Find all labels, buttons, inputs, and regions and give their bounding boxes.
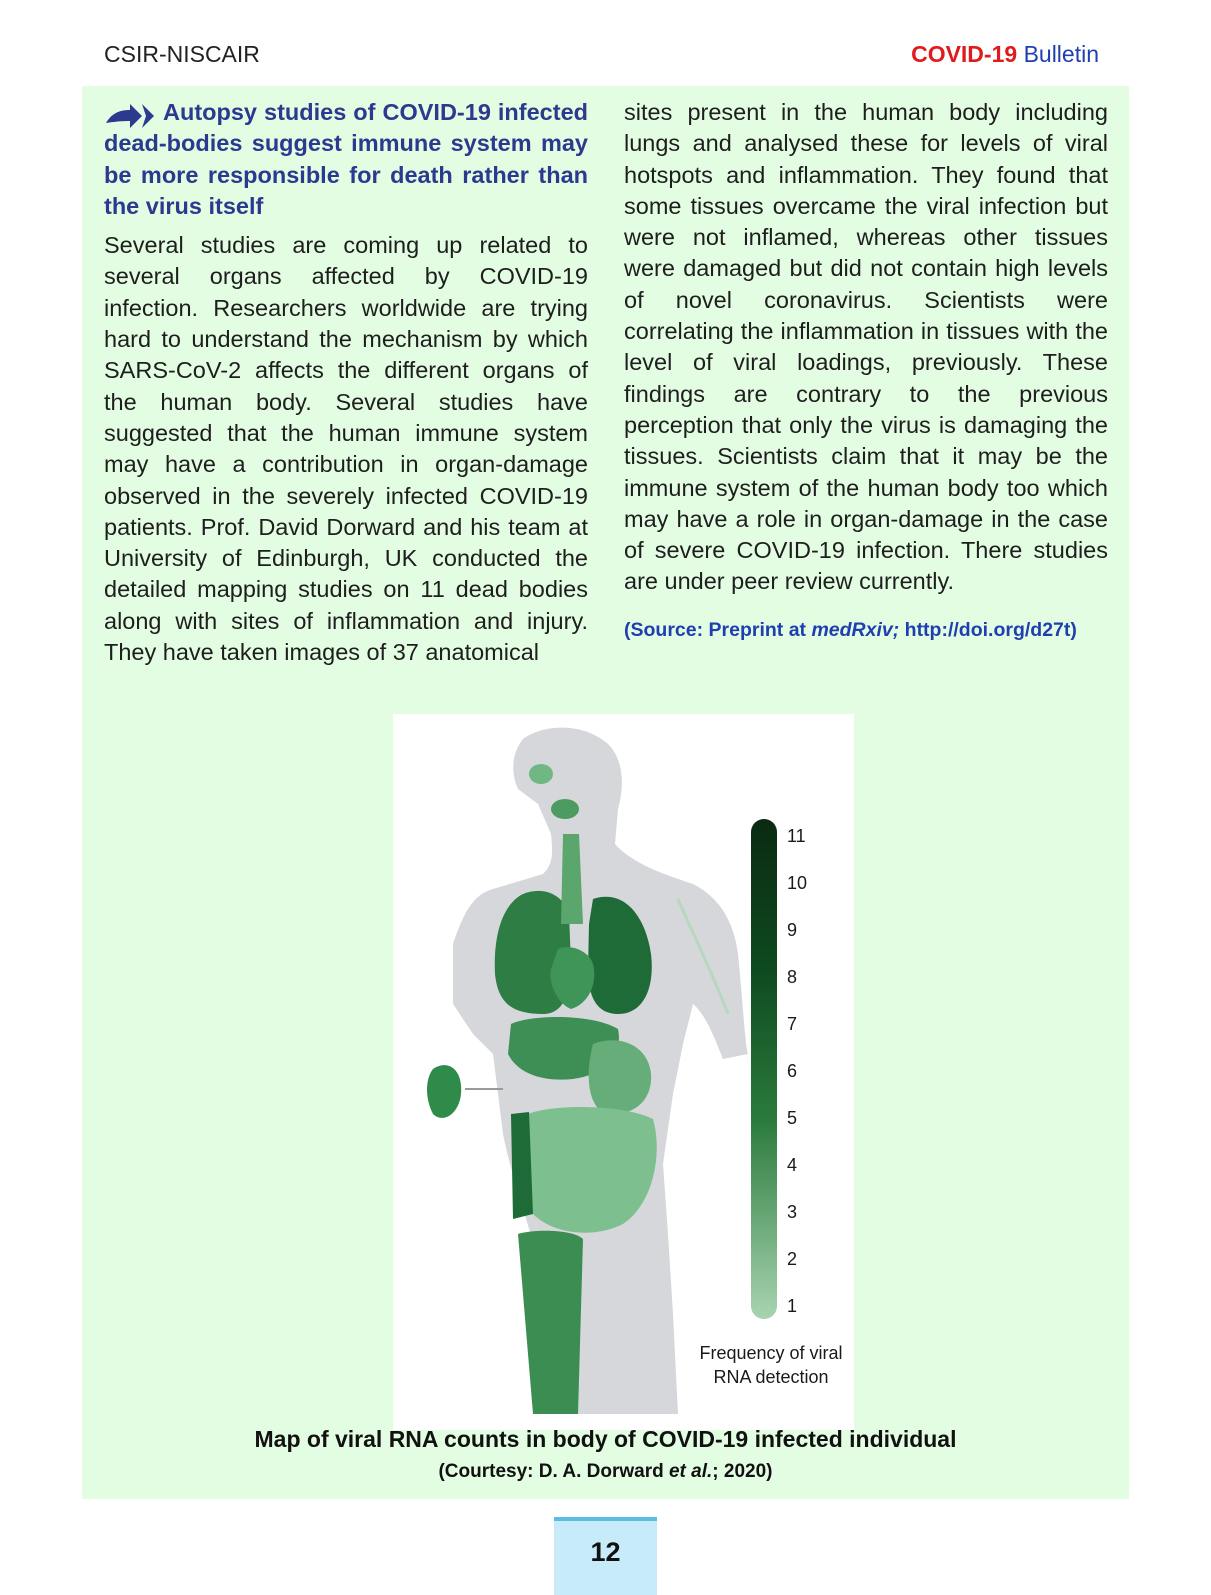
source-prefix: (Source: Preprint at — [624, 618, 812, 641]
bulletin-covid-label: COVID-19 — [911, 41, 1018, 67]
arrow-icon — [104, 103, 156, 129]
scale-tick: 2 — [787, 1249, 798, 1269]
article-body-right: sites present in the human body including lungs and analysed these for levels of viral hotspots and inflammation. They found that some tissues overcame the viral infection but were not inflamed, whereas other tissues were damaged but did not contain high levels of novel coronavirus. Scientists were correlating the inflammation in tissues with the level of viral loadings, previously. These findings are contrary to the previous perception that only the virus is damaging the tissues. Scientists claim that it may be the immune system of the human body too which may have a role in organ-damage in the case of severe COVID-19 infection. There studies are under peer review currently. — [624, 99, 1108, 595]
brain-spot — [529, 764, 553, 784]
scale-tick: 4 — [787, 1155, 798, 1175]
source-url: http://doi.org/d27t) — [899, 618, 1077, 641]
article-body-left: Several studies are coming up related to several organs affected by COVID-19 infection. Researchers worldwide are trying hard to understand the mechanism by which SARS-CoV-2 affects the different organs of the human body. Several studies have suggested that the human immune system may have a contribution in organ-damage observed in the severely infected COVID-19 patients. Prof. David Dorward and his team at University of Edinburgh, UK conducted the detailed mapping studies on 11 dead bodies along with sites of inflammation and injury. They have taken images of 37 anatomical — [104, 232, 588, 666]
scale-tick: 7 — [787, 1014, 798, 1034]
frequency-scale-bar — [751, 819, 777, 1319]
page-number-box — [554, 1517, 657, 1595]
scale-tick: 3 — [787, 1202, 798, 1222]
body-map-figure — [393, 714, 854, 1430]
scale-label-line2: RNA detection — [713, 1367, 829, 1387]
scale-tick: 6 — [787, 1061, 798, 1081]
body-map-illustration — [393, 714, 854, 1430]
scale-tick: 1 — [787, 1296, 798, 1316]
bulletin-word: Bulletin — [1023, 41, 1099, 67]
spleen — [427, 1065, 461, 1118]
figure-courtesy — [82, 1461, 1129, 1483]
page-number: 12 — [590, 1537, 621, 1567]
thigh-muscles — [518, 1231, 583, 1414]
scale-tick: 8 — [787, 967, 798, 987]
header-bulletin-title — [911, 41, 1099, 68]
scale-ticks — [787, 826, 807, 1316]
scale-tick: 10 — [787, 873, 808, 893]
article-heading-text: Autopsy studies of COVID-19 infected dead-bodies suggest immune system may be more responsible for death rather than the virus itself — [104, 99, 588, 219]
scale-tick: 9 — [787, 920, 798, 940]
figure-caption: Map of viral RNA counts in body of COVID-19 infected individual — [254, 1426, 957, 1452]
article-heading — [104, 97, 588, 222]
courtesy-prefix: (Courtesy: D. A. Dorward — [438, 1461, 669, 1482]
courtesy-suffix: ; 2020) — [712, 1461, 773, 1482]
source-journal: medRxiv; — [811, 618, 900, 641]
source-citation — [624, 616, 1108, 644]
throat-spot — [551, 799, 579, 819]
left-column — [104, 97, 588, 668]
scale-tick: 11 — [787, 826, 806, 846]
scale-label-line1: Frequency of viral — [699, 1343, 843, 1363]
header-org: CSIR-NISCAIR — [104, 41, 260, 67]
right-column — [624, 97, 1108, 644]
courtesy-etal: et al. — [668, 1461, 713, 1482]
scale-tick: 5 — [787, 1108, 798, 1128]
